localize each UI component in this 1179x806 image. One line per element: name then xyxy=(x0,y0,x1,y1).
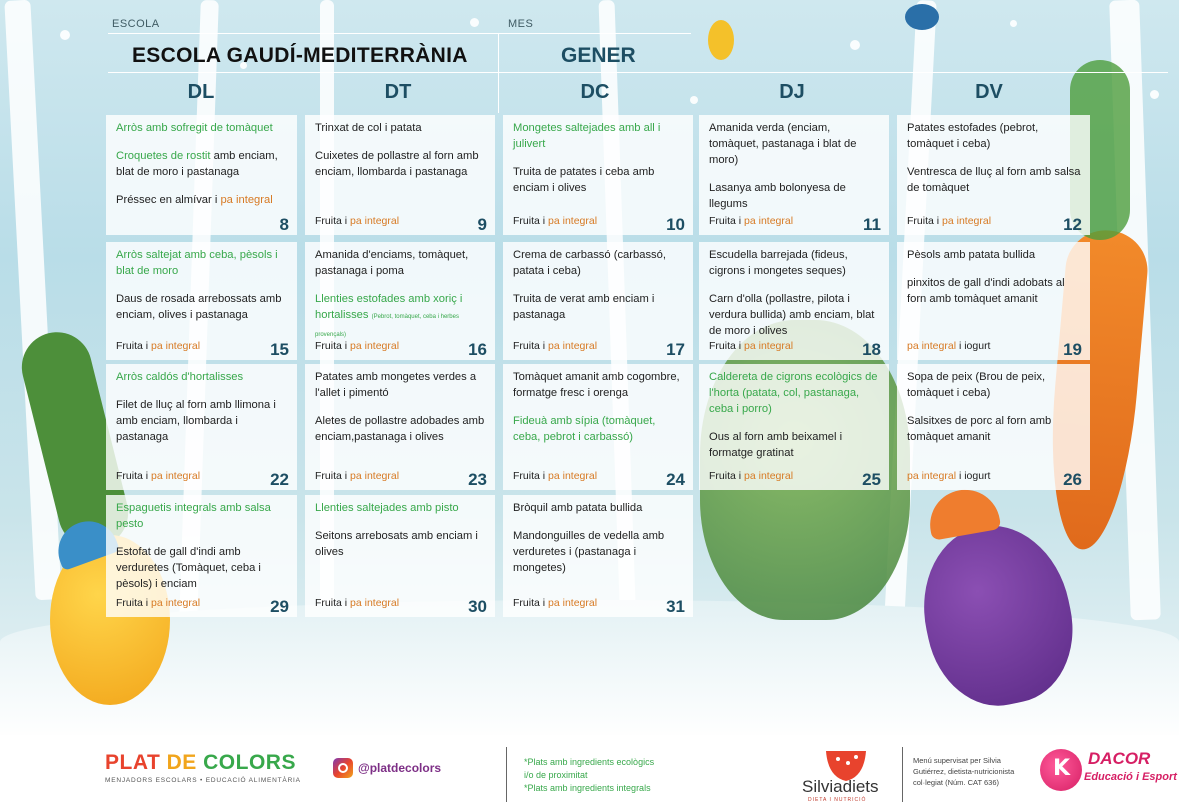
dish-text: pa integral xyxy=(220,194,273,206)
day-cell-26 xyxy=(897,364,1090,490)
day-number: 11 xyxy=(863,215,881,234)
dacor-icon xyxy=(1040,749,1082,791)
dessert-line: Fruita i pa integral xyxy=(315,340,400,352)
dish xyxy=(116,369,289,385)
dish-text: Estofat de gall d'indi amb verduretes (Tomàquet, ceba i pèsols) i enciam xyxy=(116,546,261,590)
dessert-line: Fruita i pa integral xyxy=(513,215,598,227)
dacor-logo: DACOR xyxy=(1088,749,1151,768)
dish-text: Amanida verda (enciam, tomàquet, pastanaga i blat de moro) xyxy=(709,122,857,166)
dish-text: Préssec en almívar i xyxy=(116,194,221,206)
dish-text: Trinxat de col i patata xyxy=(315,122,422,134)
day-cell-16 xyxy=(305,242,495,360)
dessert-line: Fruita i pa integral xyxy=(907,215,992,227)
dish-text: Tomàquet amanit amb cogombre, formatge fresc i orenga xyxy=(513,371,680,399)
dish xyxy=(709,291,881,339)
dish-text: Llenties estofades amb xoriç i hortalisses xyxy=(315,293,463,321)
dish-text: Llenties saltejades amb pisto xyxy=(315,502,459,514)
bird-icon xyxy=(708,20,734,60)
dish-text: Mandonguilles de vedella amb verduretes i (pastanaga i mongetes) xyxy=(513,530,665,574)
dessert-line: pa integral i iogurt xyxy=(907,340,991,352)
day-cell-19 xyxy=(897,242,1090,360)
dish xyxy=(116,148,289,180)
day-cell-10 xyxy=(503,115,693,235)
day-header-dl: DL xyxy=(187,81,215,103)
day-cell-11 xyxy=(699,115,889,235)
dish xyxy=(709,247,881,279)
day-cell-12 xyxy=(897,115,1090,235)
dessert-line: pa integral i iogurt xyxy=(907,470,991,482)
dish xyxy=(709,120,881,168)
dish xyxy=(315,413,487,445)
dish xyxy=(116,120,289,136)
dish-text: Carn d'olla (pollastre, pilota i verdura bullida) amb enciam, blat de moro i olives xyxy=(709,293,875,337)
dish-text: Patates estofades (pebrot, tomàquet i ceba) xyxy=(907,122,1039,150)
dish xyxy=(513,413,685,445)
dish xyxy=(907,413,1082,445)
day-header-dv: DV xyxy=(975,81,1003,103)
dish xyxy=(116,544,289,592)
dish-text: Aletes de pollastre adobades amb enciam,pastanaga i olives xyxy=(315,415,485,443)
dish-text: Croquetes de rostit xyxy=(116,150,211,162)
dish xyxy=(907,275,1082,307)
dessert-line: Fruita i pa integral xyxy=(116,597,201,609)
dish-text: Seitons arrebosats amb enciam i olives xyxy=(315,530,478,558)
day-cell-30 xyxy=(305,495,495,617)
dessert-line: Fruita i pa integral xyxy=(116,470,201,482)
day-header-dt: DT xyxy=(384,81,412,103)
dish xyxy=(116,291,289,323)
dessert-line: Fruita i pa integral xyxy=(709,340,794,352)
dish xyxy=(315,500,487,516)
dessert-line: Fruita i pa integral xyxy=(513,470,598,482)
dish xyxy=(315,528,487,560)
dish xyxy=(709,369,881,417)
dessert-line: Fruita i pa integral xyxy=(116,340,201,352)
day-cell-17 xyxy=(503,242,693,360)
day-number: 15 xyxy=(270,340,289,359)
day-header-dj: DJ xyxy=(779,81,805,103)
day-number: 25 xyxy=(862,470,881,489)
dish xyxy=(513,120,685,152)
dish-text: Pèsols amb patata bullida xyxy=(907,249,1036,261)
dessert-line: Fruita i pa integral xyxy=(709,215,794,227)
dish xyxy=(116,397,289,445)
day-cell-18 xyxy=(699,242,889,360)
day-number: 10 xyxy=(666,215,685,234)
silviadiets-subtitle: DIETA I NUTRICIÓ xyxy=(808,797,867,803)
dessert-line: Fruita i pa integral xyxy=(709,470,794,482)
dish-text: Escudella barrejada (fideus, cigrons i mongetes seques) xyxy=(709,249,848,277)
month-label: MES xyxy=(508,18,534,30)
bird-icon xyxy=(905,4,939,30)
dish-text: (Pebrot, tomàquet, ceba i herbes provençals) xyxy=(315,314,459,338)
dish xyxy=(315,247,487,279)
day-number: 23 xyxy=(468,470,487,489)
dish-text: Cuixetes de pollastre al forn amb enciam, llombarda i pastanaga xyxy=(315,150,479,178)
dish xyxy=(315,148,487,180)
day-number: 12 xyxy=(1063,215,1082,234)
dish xyxy=(907,247,1082,263)
dish xyxy=(907,369,1082,401)
dish-text: amb enciam, blat de moro i pastanaga xyxy=(116,150,278,178)
dish-text: Truita de verat amb enciam i pastanaga xyxy=(513,293,655,321)
dish-text: Truita de patates i ceba amb enciam i olives xyxy=(513,166,655,194)
day-number: 31 xyxy=(666,597,685,616)
dish xyxy=(513,500,685,516)
day-header-dc: DC xyxy=(580,81,610,103)
day-number: 24 xyxy=(666,470,685,489)
instagram-icon xyxy=(333,758,353,778)
dish xyxy=(513,291,685,323)
dish-text: Bròquil amb patata bullida xyxy=(513,502,643,514)
brand-subtitle: MENJADORS ESCOLARS • EDUCACIÓ ALIMENTÀRIA xyxy=(105,777,301,784)
dish-text: Lasanya amb bolonyesa de llegums xyxy=(709,182,846,210)
dish xyxy=(513,247,685,279)
dish-text: Arròs amb sofregit de tomàquet xyxy=(116,122,273,134)
day-cell-15 xyxy=(106,242,297,360)
dish-text: Daus de rosada arrebossats amb enciam, olives i pastanaga xyxy=(116,293,282,321)
dish-text: Salsitxes de porc al forn amb tomàquet amanit xyxy=(907,415,1052,443)
supervision-note: Menú supervisat per Silvia Gutiérrez, dietista-nutricionista col·legiat (Núm. CAT 636) xyxy=(913,756,1015,787)
dish-text: Ous al forn amb beixamel i formatge gratinat xyxy=(709,431,843,459)
dish-text: Crema de carbassó (carbassó, patata i ceba) xyxy=(513,249,666,277)
dish xyxy=(513,369,685,401)
day-number: 19 xyxy=(1063,340,1082,359)
day-cell-29 xyxy=(106,495,297,617)
dish xyxy=(116,247,289,279)
day-number: 17 xyxy=(666,340,685,359)
dish xyxy=(315,291,487,343)
dish xyxy=(116,500,289,532)
dish xyxy=(709,180,881,212)
day-number: 16 xyxy=(468,340,487,359)
dish-text: Amanida d'enciams, tomàquet, pastanaga i poma xyxy=(315,249,469,277)
dish-text: Caldereta de cigrons ecològics de l'horta (patata, col, pastanaga, ceba i porro) xyxy=(709,371,878,415)
dish-text: Sopa de peix (Brou de peix, tomàquet i ceba) xyxy=(907,371,1046,399)
day-cell-8 xyxy=(106,115,297,235)
day-cell-22 xyxy=(106,364,297,490)
day-number: 18 xyxy=(862,340,881,359)
day-cell-23 xyxy=(305,364,495,490)
silviadiets-logo: Silviadiets xyxy=(802,777,879,796)
day-cell-31 xyxy=(503,495,693,617)
dish-text: Ventresca de lluç al forn amb salsa de tomàquet xyxy=(907,166,1081,194)
dessert-line: Fruita i pa integral xyxy=(513,340,598,352)
dish xyxy=(315,369,487,401)
dish-text: Arròs caldós d'hortalisses xyxy=(116,371,244,383)
footer xyxy=(0,735,1179,806)
instagram-handle[interactable]: @platdecolors xyxy=(358,761,442,775)
day-cell-24 xyxy=(503,364,693,490)
day-cell-25 xyxy=(699,364,889,490)
dish-text: Fideuà amb sípia (tomàquet, ceba, pebrot i carbassó) xyxy=(513,415,656,443)
school-name: ESCOLA GAUDÍ-MEDITERRÀNIA xyxy=(132,44,468,67)
day-number: 22 xyxy=(270,470,289,489)
day-number: 26 xyxy=(1063,470,1082,489)
dish xyxy=(315,120,487,136)
dish-text: pinxitos de gall d'indi adobats al forn amb tomàquet amanit xyxy=(907,277,1065,305)
dessert-line: Fruita i pa integral xyxy=(315,215,400,227)
dish-text: Patates amb mongetes verdes a l'allet i pimentó xyxy=(315,371,477,399)
divider xyxy=(902,747,903,802)
dish-text: Arròs saltejat amb ceba, pèsols i blat de moro xyxy=(116,249,278,277)
dish-text: Mongetes saltejades amb all i julivert xyxy=(513,122,661,150)
dacor-subtitle: Educació i Esport xyxy=(1084,771,1177,783)
dish-text: Espaguetis integrals amb salsa pesto xyxy=(116,502,271,530)
dish xyxy=(513,528,685,576)
dish xyxy=(513,164,685,196)
day-number: 9 xyxy=(477,215,487,234)
dessert-line: Fruita i pa integral xyxy=(513,597,598,609)
legend-notes: *Plats amb ingredients ecològics i/o de proximitat *Plats amb ingredients integrals xyxy=(524,757,655,793)
dish xyxy=(907,164,1082,196)
dish xyxy=(907,120,1082,152)
month-name: GENER xyxy=(561,44,636,67)
dessert-line: Fruita i pa integral xyxy=(315,470,400,482)
divider xyxy=(506,747,507,802)
day-number: 30 xyxy=(468,597,487,616)
day-number: 29 xyxy=(270,597,289,616)
school-label: ESCOLA xyxy=(112,18,160,30)
day-cell-9 xyxy=(305,115,495,235)
dessert-line: Fruita i pa integral xyxy=(315,597,400,609)
plat-de-colors-logo: PLAT DE COLORS xyxy=(105,751,296,774)
dish-text: Filet de lluç al forn amb llimona i amb enciam, llombarda i pastanaga xyxy=(116,399,276,443)
dish xyxy=(116,192,289,208)
day-number: 8 xyxy=(279,215,289,234)
dish xyxy=(709,429,881,461)
